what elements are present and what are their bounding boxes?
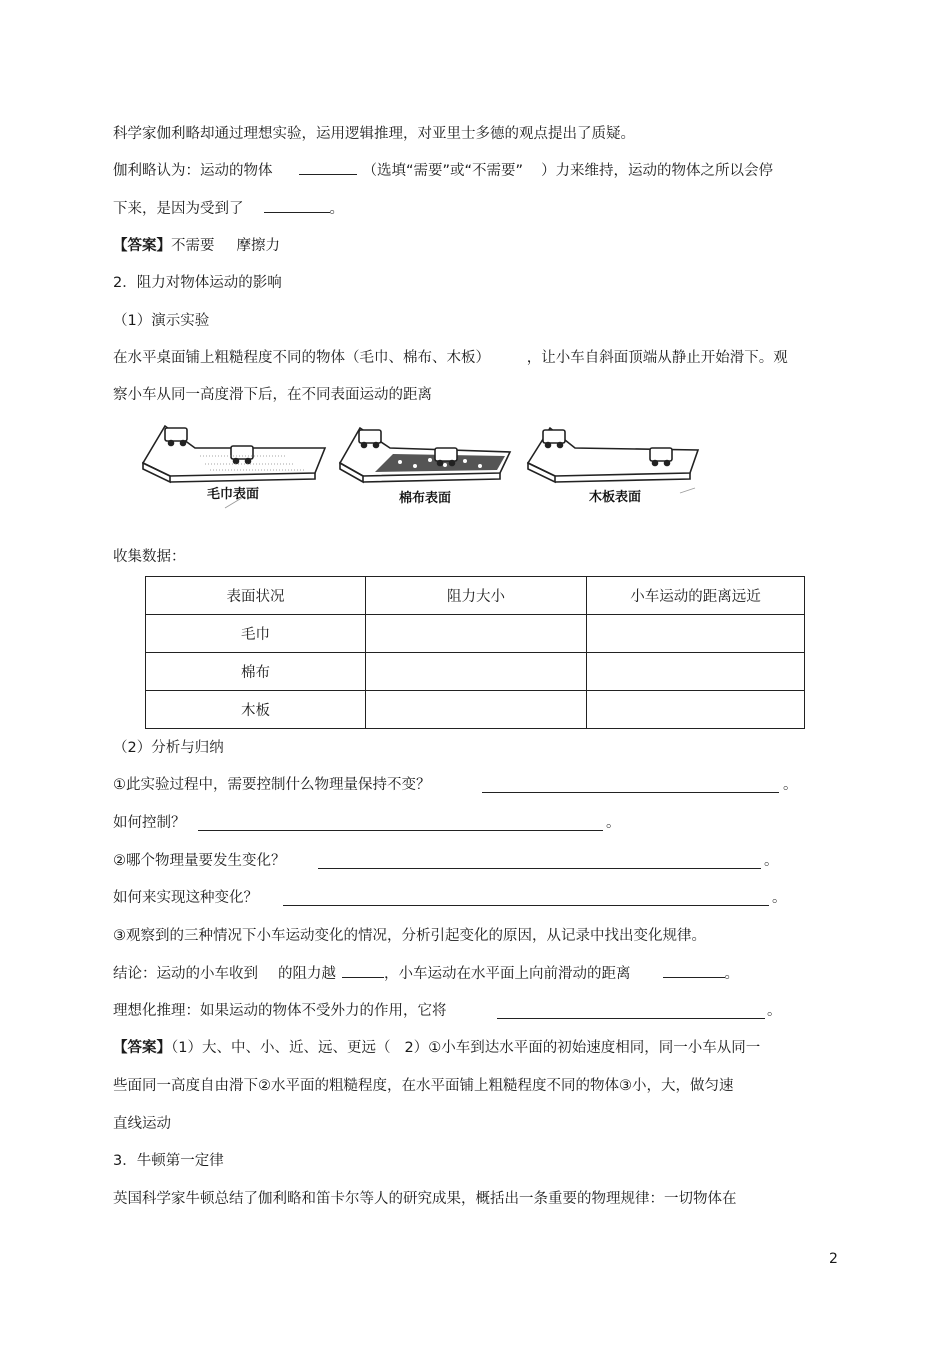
question-line — [113, 775, 431, 795]
answer-text: 摩擦力 — [236, 238, 280, 254]
table-cell: 毛巾 — [146, 615, 366, 653]
text-line: 收集数据： — [113, 549, 186, 565]
section-heading: 3．牛顿第一定律 — [113, 1153, 224, 1169]
text: 。 — [772, 890, 787, 906]
table-cell-empty[interactable] — [366, 653, 587, 691]
text: ）力来维持，运动的物体之所以会停 — [541, 163, 774, 179]
reasoning-line: 理想化推理：如果运动的物体不受外力的作用，它将 — [113, 1003, 447, 1019]
answer-line: 直线运动 — [113, 1116, 171, 1132]
table-cell-empty[interactable] — [366, 691, 587, 729]
table-header-cell: 阻力大小 — [366, 577, 587, 615]
table-header-cell: 表面状况 — [146, 577, 366, 615]
subsection-heading: （1）演示实验 — [113, 313, 210, 329]
answer-line — [113, 1038, 760, 1058]
table-row — [146, 653, 805, 691]
text-line — [113, 348, 788, 368]
text-line: 察小车从同一高度滑下后，在不同表面运动的距离 — [113, 387, 432, 403]
text: 。 — [783, 777, 798, 793]
conclusion-line — [113, 963, 739, 984]
text-line: 英国科学家牛顿总结了伽利略和笛卡尔等人的研究成果，概括出一条重要的物理规律：一切物体在 — [113, 1191, 737, 1207]
answer-text: 不需要 — [171, 238, 215, 254]
text: 。 — [724, 966, 739, 982]
answer-blank[interactable] — [342, 963, 384, 978]
table-header-row — [146, 577, 805, 615]
text: （选填“需要”或“不需要” — [362, 163, 524, 179]
text: 下来，是因为受到了 — [113, 201, 244, 217]
answer-blank[interactable] — [497, 1004, 765, 1019]
text: 在水平桌面铺上粗糙程度不同的物体（毛巾、棉布、木板） — [113, 350, 483, 366]
table-cell-empty[interactable] — [587, 653, 805, 691]
text: ，小车运动在水平面上向前滑动的距离 — [384, 966, 631, 982]
text: 。 — [767, 1003, 782, 1019]
section-heading: 2．阻力对物体运动的影响 — [113, 275, 282, 291]
figure-label: 木板表面 — [588, 490, 642, 505]
answer-blank[interactable] — [318, 854, 761, 869]
question-line: ②哪个物理量要发生变化？ — [113, 853, 286, 869]
text: ①此实验过程中，需要控制什么物理量保持不变？ — [113, 777, 431, 793]
table-cell: 木板 — [146, 691, 366, 729]
answer-blank[interactable] — [198, 816, 603, 831]
text-line: ③观察到的三种情况下小车运动变化的情况，分析引起变化的原因，从记录中找出变化规律。 — [113, 928, 706, 944]
data-table — [145, 576, 805, 729]
text: 伽利略认为：运动的物体 — [113, 163, 273, 179]
text: 结论：运动的小车收到 — [113, 966, 258, 982]
question-line — [113, 160, 773, 181]
text: 。 — [606, 815, 621, 831]
text: 的阻力越 — [278, 966, 336, 982]
table-cell: 棉布 — [146, 653, 366, 691]
answer-text: （1）大、中、小、近、远、更远（ — [171, 1040, 391, 1056]
table-cell-empty[interactable] — [366, 615, 587, 653]
answer-tag: 【答案】 — [113, 1040, 171, 1056]
answer-text: 2）①小车到达水平面的初始速度相同，同一小车从同一 — [404, 1040, 761, 1056]
answer-blank[interactable] — [663, 963, 725, 978]
text: 。 — [764, 853, 779, 869]
question-line: 如何控制？ — [113, 815, 186, 831]
answer-line — [113, 236, 280, 256]
answer-blank[interactable] — [264, 198, 330, 213]
figure-label: 毛巾表面 — [206, 487, 260, 502]
table-cell-empty[interactable] — [587, 691, 805, 729]
text: 。 — [329, 201, 344, 217]
subsection-heading: （2）分析与归纳 — [113, 740, 224, 756]
table-header-cell: 小车运动的距离远近 — [587, 577, 805, 615]
experiment-figure — [135, 418, 725, 518]
text: ，让小车自斜面顶端从静止开始滑下。观 — [526, 350, 788, 366]
answer-blank[interactable] — [283, 891, 769, 906]
figure-label: 棉布表面 — [398, 491, 452, 506]
table-row — [146, 691, 805, 729]
answer-line: 些面同一高度自由滑下②水平面的粗糙程度，在水平面铺上粗糙程度不同的物体③小，大，做匀速 — [113, 1078, 734, 1094]
answer-blank[interactable] — [299, 160, 357, 175]
answer-tag: 【答案】 — [113, 238, 171, 254]
table-row — [146, 615, 805, 653]
table-cell-empty[interactable] — [587, 615, 805, 653]
wood-surface-ramp — [528, 428, 698, 493]
answer-blank[interactable] — [482, 778, 779, 793]
cotton-surface-ramp — [340, 428, 510, 482]
question-line — [113, 198, 344, 219]
text-line: 科学家伽利略却通过理想实验，运用逻辑推理，对亚里士多德的观点提出了质疑。 — [113, 126, 635, 142]
page-number: 2 — [829, 1251, 838, 1267]
question-line: 如何来实现这种变化？ — [113, 890, 258, 906]
